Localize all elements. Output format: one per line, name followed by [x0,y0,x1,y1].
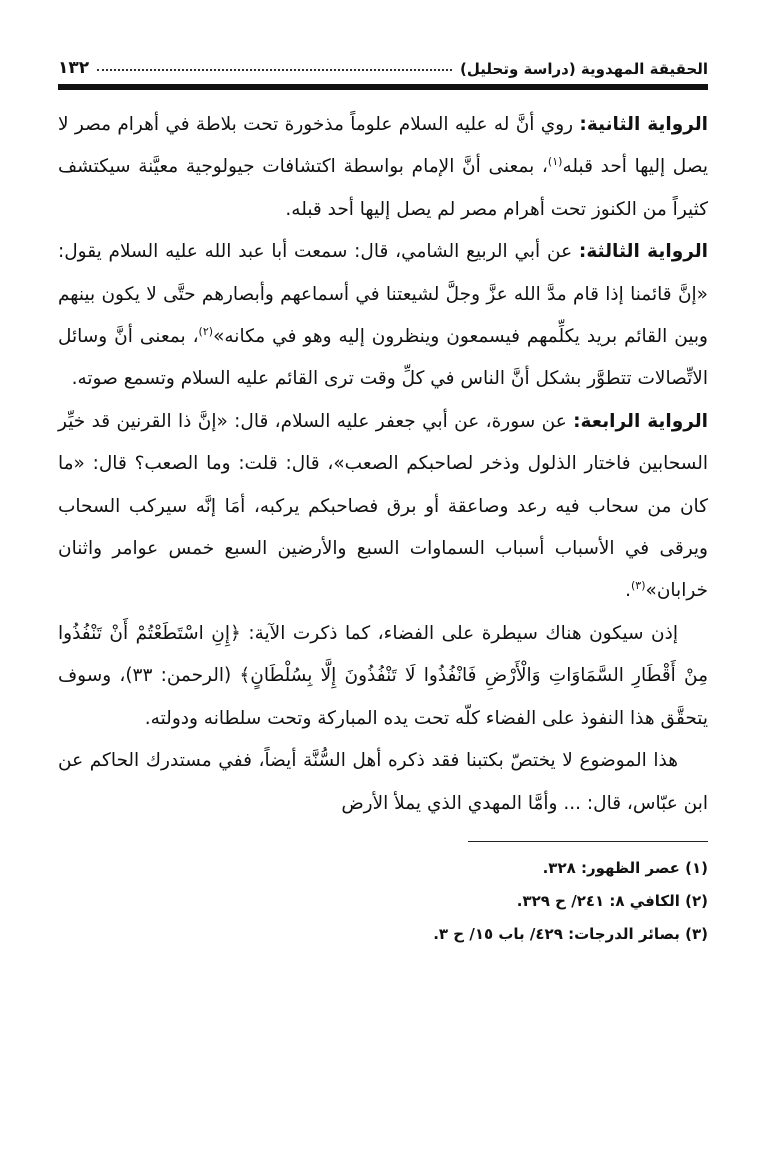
paragraph-narration-2 [58,104,708,231]
paragraph-text: عن أبي الربيع الشامي، قال: سمعت أبا عبد الله عليه السلام يقول: «إنَّ قائمنا إذا قام مدَّ الله عزَّ وجلَّ لشيعتنا في أسماعهم وأبصارهم حتَّى لا يكون بينهم وبين القائم بريد يكلِّمهم فيسمعون وينظرون إليه وهو في مكانه» [58,241,708,348]
paragraph-tail: ، بمعنى أنَّ الإمام بواسطة اكتشافات جيولوجية معيَّنة سيكتشف كثيراً من الكنوز تحت أهرام مصر لم يصل إليها أحد قبله. [58,156,708,220]
paragraph-text: هذا الموضوع لا يختصّ بكتبنا فقد ذكره أهل السُّنَّة أيضاً، ففي مستدرك الحاكم عن ابن عبّاس، قال: ... وأمَّا المهدي الذي يملأ الأرض [58,750,708,814]
header-rule [58,84,708,90]
footnote-item: (٣) بصائر الدرجات: ٤٢٩/ باب ١٥/ ح ٣. [433,924,708,943]
paragraph-text: إذن سيكون هناك سيطرة على الفضاء، كما ذكرت الآية: ﴿إِنِ اسْتَطَعْتُمْ أَنْ تَنْفُذُوا مِنْ أَقْطَارِ السَّمَاوَاتِ وَالْأَرْضِ فَانْفُذُوا لَا تَنْفُذُونَ إِلَّا بِسُلْطَانٍ﴾ (الرحمن: ٣٣)، وسوف يتحقَّق هذا النفوذ على الفضاء كلّه تحت يده المباركة وتحت سلطانه ودولته. [58,622,708,729]
paragraph-lead: الرواية الثالثة: [578,241,708,263]
book-title: الحقيقة المهدوية (دراسة وتحليل) [460,60,708,78]
paragraph-lead: الرواية الثانية: [579,114,708,135]
book-page [58,40,708,1140]
paragraph-narration-3 [58,231,708,401]
footnote-item: (٢) الكافي ٨: ٢٤١/ ح ٣٢٩. [516,891,708,910]
paragraph-sunni-sources [58,740,708,825]
footnote-ref: (١) [547,155,563,169]
paragraph-tail: . [625,580,631,602]
main-text [58,104,708,825]
page-number: ١٣٢ [58,58,90,78]
paragraph-text: روي أنَّ له عليه السلام علوماً مذخورة تحت بلاطة في أهرام مصر لا يصل إليها أحد قبله [58,114,709,178]
running-header [58,40,708,78]
footnote-separator [468,841,708,842]
paragraph-text: عن سورة، عن أبي جعفر عليه السلام، قال: «إنَّ ذا القرنين قد خيِّر السحابين فاختار الذلول وذخر لصاحبكم الصعب»، قال: قلت: وما الصعب؟ قال: «ما كان من سحاب فيه رعد وصاعقة أو برق فصاحبكم يركبه، أمَا إنَّه سيركب السحاب ويرقى في الأسباب أسباب السماوات السبع والأرضين السبع خمس عوامر واثنان خرابان» [58,410,708,602]
header-leader-dots [97,69,452,71]
paragraph-tail: ، بمعنى أنَّ وسائل الاتِّصالات تتطوَّر بشكل أنَّ الناس في كلِّ وقت ترى القائم عليه السلام وتسمع صوته. [58,326,708,390]
paragraph-narration-4 [58,401,708,613]
footnotes [58,852,708,951]
paragraph-lead: الرواية الرابعة: [573,410,709,432]
footnote-ref: (٣) [631,579,646,593]
footnote-ref: (٢) [198,324,214,338]
footnote-item: (١) عصر الظهور: ٣٢٨. [542,858,708,877]
paragraph-space-control [58,613,708,740]
